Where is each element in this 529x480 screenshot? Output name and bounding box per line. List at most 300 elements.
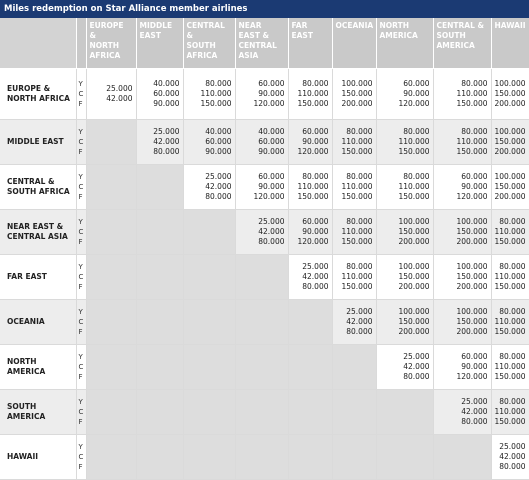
miles-value: 110.000 — [398, 136, 430, 146]
miles-value: 150.000 — [494, 371, 526, 381]
class-letter: F — [78, 99, 83, 108]
miles-value: 25.000 — [346, 306, 373, 316]
class-letters — [76, 434, 86, 479]
miles-value: 42.000 — [153, 136, 180, 146]
empty-cell — [136, 299, 183, 344]
table-row — [0, 344, 529, 389]
miles-value: 120.000 — [253, 98, 285, 108]
miles-value: 80.000 — [499, 396, 526, 406]
empty-cell — [376, 434, 433, 479]
empty-cell — [136, 389, 183, 434]
miles-value: 110.000 — [398, 181, 430, 191]
empty-cell — [288, 344, 332, 389]
table-title: Miles redemption on Star Alliance member airlines — [0, 0, 529, 18]
class-letter: C — [78, 452, 84, 461]
miles-value: 60.000 — [258, 136, 285, 146]
miles-cell — [491, 434, 529, 479]
empty-cell — [86, 164, 136, 209]
miles-value: 120.000 — [398, 98, 430, 108]
class-letters — [76, 164, 86, 209]
miles-cell — [235, 119, 288, 164]
miles-cell — [86, 68, 136, 119]
empty-cell — [183, 209, 235, 254]
miles-value: 90.000 — [258, 181, 285, 191]
miles-value: 150.000 — [456, 98, 488, 108]
miles-value: 80.000 — [499, 216, 526, 226]
class-letter: C — [78, 89, 84, 98]
miles-value: 80.000 — [153, 146, 180, 156]
empty-cell — [235, 254, 288, 299]
column-header-line: EAST — [291, 31, 313, 40]
miles-cell — [235, 68, 288, 119]
miles-value: 150.000 — [398, 191, 430, 201]
miles-cell — [491, 68, 529, 119]
miles-value: 25.000 — [403, 351, 430, 361]
miles-value: 150.000 — [398, 146, 430, 156]
miles-cell — [332, 254, 376, 299]
miles-value: 42.000 — [258, 226, 285, 236]
miles-value: 80.000 — [346, 216, 373, 226]
column-header — [235, 18, 288, 68]
empty-cell — [332, 344, 376, 389]
miles-value: 200.000 — [456, 236, 488, 246]
miles-value: 60.000 — [302, 216, 329, 226]
miles-value: 80.000 — [205, 78, 232, 88]
column-header — [332, 18, 376, 68]
empty-cell — [86, 389, 136, 434]
region-label-line: FAR EAST — [7, 271, 47, 281]
miles-cell — [332, 209, 376, 254]
miles-value: 110.000 — [341, 181, 373, 191]
empty-cell — [86, 254, 136, 299]
header-class-col — [76, 18, 86, 68]
class-letters — [76, 209, 86, 254]
region-label-line: AMERICA — [7, 411, 46, 421]
miles-cell — [376, 299, 433, 344]
empty-cell — [86, 119, 136, 164]
miles-value: 110.000 — [456, 136, 488, 146]
miles-value: 150.000 — [341, 281, 373, 291]
class-letter: F — [78, 417, 83, 426]
column-header — [86, 18, 136, 68]
column-header-line: FAR — [291, 21, 308, 30]
miles-value: 100.000 — [456, 261, 488, 271]
column-header-line: EUROPE & — [89, 21, 124, 40]
empty-cell — [235, 344, 288, 389]
miles-value: 80.000 — [403, 171, 430, 181]
class-letters — [76, 389, 86, 434]
column-header-line: CENTRAL & — [436, 21, 485, 30]
empty-cell — [183, 299, 235, 344]
miles-cell — [491, 389, 529, 434]
region-label — [0, 164, 76, 209]
miles-value: 60.000 — [461, 171, 488, 181]
miles-cell — [433, 209, 491, 254]
miles-value: 150.000 — [456, 226, 488, 236]
table-row — [0, 68, 529, 119]
empty-cell — [332, 389, 376, 434]
region-label-line: CENTRAL & — [7, 176, 55, 186]
miles-cell — [288, 164, 332, 209]
class-letter: C — [78, 272, 84, 281]
column-header-line: MIDDLE — [139, 21, 173, 30]
class-letters — [76, 254, 86, 299]
miles-value: 100.000 — [456, 306, 488, 316]
miles-value: 80.000 — [403, 126, 430, 136]
region-label — [0, 68, 76, 119]
miles-value: 100.000 — [494, 126, 526, 136]
class-letter: C — [78, 317, 84, 326]
miles-value: 40.000 — [205, 126, 232, 136]
region-label-line: AMERICA — [7, 366, 46, 376]
miles-value: 90.000 — [258, 88, 285, 98]
region-label — [0, 209, 76, 254]
miles-value: 42.000 — [302, 271, 329, 281]
miles-value: 120.000 — [253, 191, 285, 201]
empty-cell — [136, 164, 183, 209]
miles-cell — [183, 68, 235, 119]
empty-cell — [376, 389, 433, 434]
class-letter: Y — [78, 352, 83, 361]
region-label — [0, 299, 76, 344]
miles-value: 150.000 — [297, 98, 329, 108]
empty-cell — [183, 344, 235, 389]
miles-value: 150.000 — [398, 226, 430, 236]
region-label-line: HAWAII — [7, 451, 39, 461]
miles-value: 60.000 — [205, 136, 232, 146]
miles-value: 150.000 — [494, 236, 526, 246]
region-label-line: CENTRAL ASIA — [7, 231, 68, 241]
miles-value: 80.000 — [346, 261, 373, 271]
miles-value: 80.000 — [461, 416, 488, 426]
miles-value: 80.000 — [499, 306, 526, 316]
miles-value: 90.000 — [205, 146, 232, 156]
class-letter: Y — [78, 307, 83, 316]
column-header-line: HAWAII — [494, 21, 526, 30]
class-letter: C — [78, 182, 84, 191]
class-letter: F — [78, 462, 83, 471]
miles-value: 100.000 — [494, 78, 526, 88]
empty-cell — [235, 299, 288, 344]
table-row — [0, 299, 529, 344]
column-header-line: EAST & — [238, 31, 270, 40]
miles-cell — [288, 209, 332, 254]
region-label — [0, 389, 76, 434]
miles-cell — [332, 68, 376, 119]
region-label — [0, 254, 76, 299]
miles-value: 110.000 — [494, 361, 526, 371]
miles-value: 25.000 — [153, 126, 180, 136]
class-letter: Y — [78, 442, 83, 451]
miles-cell — [376, 254, 433, 299]
class-letter: Y — [78, 127, 83, 136]
region-label-line: OCEANIA — [7, 316, 45, 326]
miles-value: 60.000 — [302, 126, 329, 136]
miles-value: 80.000 — [403, 371, 430, 381]
miles-value: 150.000 — [398, 316, 430, 326]
miles-value: 200.000 — [341, 98, 373, 108]
miles-cell — [433, 389, 491, 434]
class-letter: Y — [78, 172, 83, 181]
region-label — [0, 119, 76, 164]
column-header — [433, 18, 491, 68]
empty-cell — [433, 434, 491, 479]
miles-cell — [491, 164, 529, 209]
column-header-line: AMERICA — [379, 31, 418, 40]
miles-value: 150.000 — [456, 271, 488, 281]
miles-value: 80.000 — [258, 236, 285, 246]
column-header — [136, 18, 183, 68]
empty-cell — [235, 434, 288, 479]
miles-cell — [433, 164, 491, 209]
miles-cell — [376, 68, 433, 119]
miles-cell — [491, 299, 529, 344]
miles-value: 60.000 — [153, 88, 180, 98]
empty-cell — [235, 389, 288, 434]
region-label-line: NEAR EAST & — [7, 221, 64, 231]
class-letters — [76, 299, 86, 344]
miles-value: 150.000 — [456, 316, 488, 326]
miles-value: 80.000 — [346, 326, 373, 336]
miles-value: 110.000 — [494, 316, 526, 326]
empty-cell — [86, 344, 136, 389]
miles-value: 90.000 — [461, 181, 488, 191]
miles-value: 42.000 — [205, 181, 232, 191]
miles-cell — [433, 254, 491, 299]
miles-value: 42.000 — [461, 406, 488, 416]
miles-value: 60.000 — [461, 351, 488, 361]
miles-cell — [288, 119, 332, 164]
miles-value: 80.000 — [461, 126, 488, 136]
class-letter: Y — [78, 217, 83, 226]
miles-value: 90.000 — [302, 226, 329, 236]
empty-cell — [288, 299, 332, 344]
column-header — [491, 18, 529, 68]
miles-value: 80.000 — [346, 126, 373, 136]
class-letter: Y — [78, 262, 83, 271]
region-label-line: NORTH — [7, 356, 37, 366]
miles-value: 150.000 — [341, 191, 373, 201]
miles-value: 200.000 — [398, 236, 430, 246]
class-letter: F — [78, 282, 83, 291]
table-row — [0, 389, 529, 434]
miles-value: 25.000 — [258, 216, 285, 226]
miles-cell — [235, 209, 288, 254]
empty-cell — [183, 389, 235, 434]
miles-value: 42.000 — [403, 361, 430, 371]
column-header-line: CENTRAL — [186, 21, 225, 30]
miles-value: 150.000 — [494, 136, 526, 146]
class-letters — [76, 68, 86, 119]
miles-cell — [235, 164, 288, 209]
miles-value: 25.000 — [302, 261, 329, 271]
miles-value: 150.000 — [494, 181, 526, 191]
miles-value: 110.000 — [297, 88, 329, 98]
miles-value: 100.000 — [398, 216, 430, 226]
miles-value: 110.000 — [456, 88, 488, 98]
empty-cell — [288, 434, 332, 479]
miles-value: 40.000 — [258, 126, 285, 136]
miles-value: 80.000 — [205, 191, 232, 201]
column-header-line: CENTRAL — [238, 41, 277, 50]
miles-cell — [136, 119, 183, 164]
miles-value: 40.000 — [153, 78, 180, 88]
miles-value: 90.000 — [403, 88, 430, 98]
miles-cell — [183, 119, 235, 164]
table-row — [0, 164, 529, 209]
miles-value: 25.000 — [106, 83, 133, 93]
miles-value: 110.000 — [494, 271, 526, 281]
miles-value: 110.000 — [341, 271, 373, 281]
region-label — [0, 434, 76, 479]
column-header — [183, 18, 235, 68]
miles-value: 80.000 — [302, 78, 329, 88]
miles-cell — [136, 68, 183, 119]
miles-value: 80.000 — [499, 461, 526, 471]
miles-value: 120.000 — [297, 146, 329, 156]
miles-value: 120.000 — [456, 191, 488, 201]
miles-value: 110.000 — [341, 226, 373, 236]
miles-value: 200.000 — [456, 326, 488, 336]
miles-table-container — [0, 18, 529, 472]
region-label-line: MIDDLE EAST — [7, 136, 64, 146]
miles-value: 150.000 — [456, 146, 488, 156]
column-header-line: OCEANIA — [335, 21, 374, 30]
class-letters — [76, 119, 86, 164]
class-letter: F — [78, 147, 83, 156]
miles-value: 80.000 — [302, 171, 329, 181]
region-label-line: EUROPE & — [7, 83, 51, 93]
column-header-line: NORTH — [379, 21, 409, 30]
miles-cell — [433, 119, 491, 164]
miles-value: 80.000 — [302, 281, 329, 291]
miles-value: 150.000 — [341, 88, 373, 98]
miles-value: 150.000 — [494, 88, 526, 98]
miles-cell — [376, 164, 433, 209]
table-body — [0, 68, 529, 479]
miles-value: 80.000 — [461, 78, 488, 88]
miles-cell — [433, 68, 491, 119]
miles-value: 110.000 — [494, 226, 526, 236]
miles-value: 25.000 — [205, 171, 232, 181]
miles-cell — [332, 299, 376, 344]
miles-value: 200.000 — [494, 146, 526, 156]
class-letter: F — [78, 237, 83, 246]
region-label-line: SOUTH — [7, 401, 37, 411]
miles-value: 150.000 — [494, 416, 526, 426]
miles-cell — [376, 119, 433, 164]
miles-value: 120.000 — [456, 371, 488, 381]
miles-cell — [376, 209, 433, 254]
class-letter: F — [78, 327, 83, 336]
class-letter: F — [78, 192, 83, 201]
empty-cell — [136, 344, 183, 389]
column-header-line: ASIA — [238, 51, 259, 60]
region-label-line: NORTH AFRICA — [7, 93, 70, 103]
miles-value: 90.000 — [302, 136, 329, 146]
region-label-line: SOUTH AFRICA — [7, 186, 70, 196]
column-header-line: & — [186, 31, 194, 40]
miles-value: 100.000 — [456, 216, 488, 226]
empty-cell — [86, 299, 136, 344]
empty-cell — [183, 254, 235, 299]
miles-cell — [433, 299, 491, 344]
miles-value: 120.000 — [297, 236, 329, 246]
miles-value: 90.000 — [258, 146, 285, 156]
miles-value: 90.000 — [461, 361, 488, 371]
column-header-line: AFRICA — [186, 51, 218, 60]
class-letter: F — [78, 372, 83, 381]
miles-value: 80.000 — [499, 261, 526, 271]
class-letter: C — [78, 227, 84, 236]
miles-value: 150.000 — [398, 271, 430, 281]
class-letter: C — [78, 407, 84, 416]
header-corner — [0, 18, 76, 68]
column-header-line: AMERICA — [436, 41, 475, 50]
column-header-line: NEAR — [238, 21, 262, 30]
empty-cell — [332, 434, 376, 479]
miles-value: 60.000 — [258, 171, 285, 181]
miles-value: 60.000 — [403, 78, 430, 88]
miles-value: 150.000 — [341, 146, 373, 156]
miles-value: 200.000 — [456, 281, 488, 291]
miles-value: 100.000 — [494, 171, 526, 181]
empty-cell — [86, 209, 136, 254]
empty-cell — [136, 434, 183, 479]
miles-cell — [491, 209, 529, 254]
miles-value: 110.000 — [341, 136, 373, 146]
miles-value: 200.000 — [494, 191, 526, 201]
miles-cell — [288, 68, 332, 119]
table-row — [0, 254, 529, 299]
miles-value: 25.000 — [499, 441, 526, 451]
miles-cell — [491, 119, 529, 164]
miles-value: 150.000 — [494, 281, 526, 291]
miles-cell — [332, 119, 376, 164]
header-row — [0, 18, 529, 68]
class-letters — [76, 344, 86, 389]
miles-redemption-table — [0, 18, 529, 480]
miles-value: 150.000 — [341, 236, 373, 246]
empty-cell — [136, 254, 183, 299]
miles-value: 80.000 — [346, 171, 373, 181]
class-letter: C — [78, 137, 84, 146]
miles-cell — [376, 344, 433, 389]
miles-cell — [288, 254, 332, 299]
column-header — [376, 18, 433, 68]
column-header-line: SOUTH — [186, 41, 216, 50]
miles-cell — [433, 344, 491, 389]
miles-value: 150.000 — [297, 191, 329, 201]
miles-value: 25.000 — [461, 396, 488, 406]
class-letter: Y — [78, 79, 83, 88]
class-letter: Y — [78, 397, 83, 406]
empty-cell — [136, 209, 183, 254]
miles-value: 200.000 — [494, 98, 526, 108]
miles-value: 110.000 — [297, 181, 329, 191]
miles-value: 42.000 — [346, 316, 373, 326]
miles-value: 200.000 — [398, 281, 430, 291]
column-header-line: EAST — [139, 31, 161, 40]
miles-cell — [332, 164, 376, 209]
column-header-line: NORTH — [89, 41, 119, 50]
column-header-line: AFRICA — [89, 51, 121, 60]
miles-value: 100.000 — [398, 306, 430, 316]
table-row — [0, 434, 529, 479]
miles-value: 100.000 — [398, 261, 430, 271]
class-letter: C — [78, 362, 84, 371]
column-header — [288, 18, 332, 68]
